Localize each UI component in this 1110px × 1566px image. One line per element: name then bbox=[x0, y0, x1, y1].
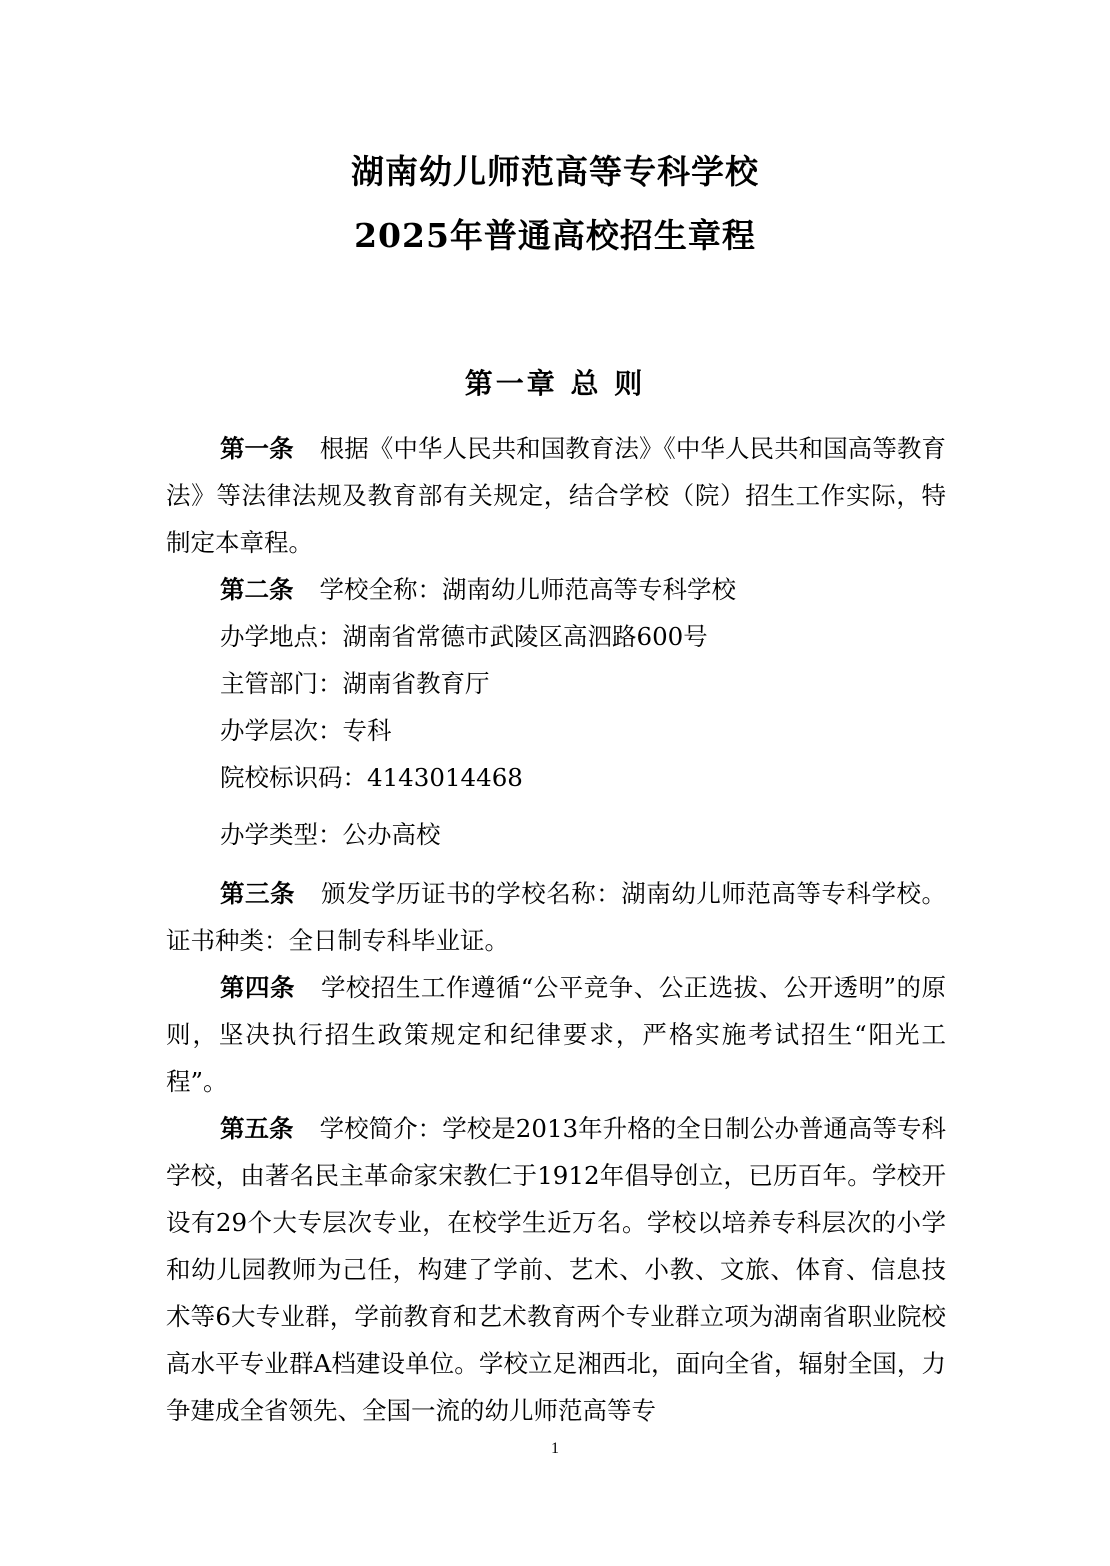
article-4-label: 第四条 bbox=[220, 973, 295, 1002]
article-3 bbox=[166, 870, 946, 964]
article-3-label: 第三条 bbox=[220, 879, 296, 908]
article-5-label: 第五条 bbox=[220, 1114, 294, 1143]
education-level-field: 办学层次：专科 bbox=[220, 716, 392, 745]
document-title-line-1: 湖南幼儿师范高等专科学校 bbox=[351, 152, 759, 191]
article-3-text: 颁发学历证书的学校名称：湖南幼儿师范高等专科学校。证书种类：全日制专科毕业证。 bbox=[166, 879, 947, 955]
article-2-label: 第二条 bbox=[220, 575, 294, 604]
article-2 bbox=[166, 566, 946, 613]
article-1-label: 第一条 bbox=[220, 434, 294, 463]
article-5-text: 学校简介：学校是2013年升格的全日制公办普通高等专科学校，由著名民主革命家宋教仁于1912年倡导创立，已历百年。学校开设有29个大专层次专业，在校学生近万名。学校以培养专科层次的小学和幼儿园教师为己任，构建了学前、艺术、小教、文旅、体育、信息技术等6大专业群，学前教育和艺术教育两个专业群立项为湖南省职业院校高水平专业群A档建设单位。学校立足湘西北，面向全省，辐射全国，力争建成全省领先、全国一流的幼儿师范高等专 bbox=[166, 1114, 946, 1425]
article-4-text: 学校招生工作遵循“公平竞争、公正选拔、公开透明”的原则，坚决执行招生政策规定和纪律要求，严格实施考试招生“阳光工程”。 bbox=[166, 973, 946, 1096]
article-2-text: 学校全称：湖南幼儿师范高等专科学校 bbox=[319, 575, 736, 604]
article-4 bbox=[166, 964, 946, 1105]
school-type-field: 办学类型：公办高校 bbox=[220, 820, 441, 849]
supervising-dept-field: 主管部门：湖南省教育厅 bbox=[220, 669, 490, 698]
page-number: 1 bbox=[551, 1440, 559, 1457]
document-title-line-2: 2025年普通高校招生章程 bbox=[354, 216, 756, 255]
article-1-text: 根据《中华人民共和国教育法》《中华人民共和国高等教育法》等法律法规及教育部有关规定，结合学校（院）招生工作实际，特制定本章程。 bbox=[166, 434, 946, 557]
article-1 bbox=[166, 425, 946, 566]
school-code-field: 院校标识码：4143014468 bbox=[220, 763, 523, 792]
article-5 bbox=[166, 1105, 946, 1434]
school-location-field: 办学地点：湖南省常德市武陵区高泗路600号 bbox=[220, 622, 708, 651]
chapter-title: 第一章 总 则 bbox=[464, 367, 646, 400]
